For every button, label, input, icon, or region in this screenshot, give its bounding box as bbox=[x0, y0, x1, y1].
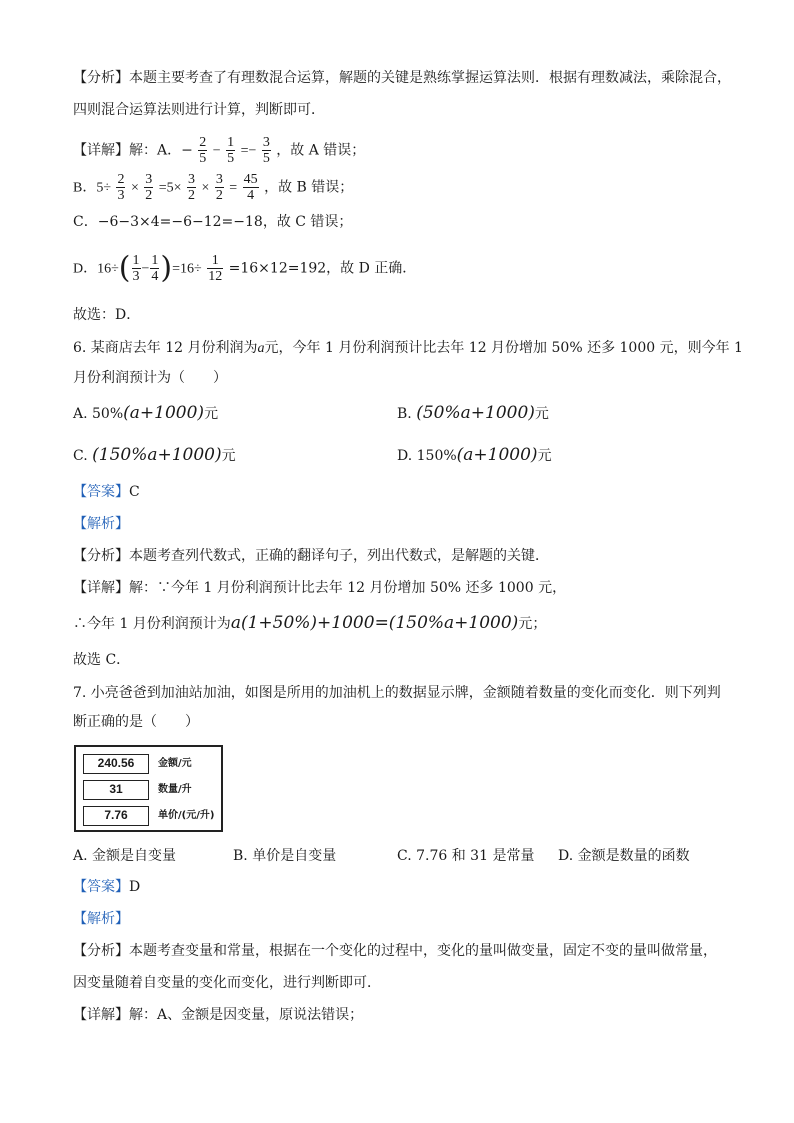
operator: =16÷ bbox=[172, 261, 202, 277]
detail-text: ∴今年 1 月份利润预计为 bbox=[73, 616, 231, 632]
q5-detail-c bbox=[73, 212, 352, 232]
fraction bbox=[262, 135, 271, 166]
analysis-tag: 【分析】 bbox=[73, 943, 129, 959]
denominator: 2 bbox=[188, 188, 195, 203]
explain-tag: 【解析】 bbox=[73, 911, 129, 927]
option-expr: (150%a+1000) bbox=[92, 445, 222, 465]
detail-text: 解：A、金额是因变量，原说法错误； bbox=[129, 1007, 364, 1023]
numerator: 1 bbox=[227, 135, 235, 150]
analysis-text: 本题考查列代数式，正确的翻译句子，列出代数式，是解题的关键． bbox=[129, 548, 549, 564]
option-label: D. 金额是数量的函数 bbox=[558, 848, 690, 864]
q6-detail bbox=[73, 578, 566, 598]
q7-analysis-line-1 bbox=[73, 941, 717, 961]
denominator: 5 bbox=[199, 151, 207, 166]
fraction bbox=[243, 172, 259, 203]
option-label: A. 金额是自变量 bbox=[73, 848, 177, 864]
numerator: 1 bbox=[151, 253, 159, 268]
explain-tag: 【解析】 bbox=[73, 516, 129, 532]
q6-stem-line-2 bbox=[73, 368, 227, 388]
option-label: C. bbox=[73, 448, 93, 464]
analysis-text: 因变量随着自变量的变化而变化，进行判断即可． bbox=[73, 975, 381, 991]
denominator: 5 bbox=[262, 151, 270, 166]
fraction bbox=[198, 135, 207, 166]
denominator: 5 bbox=[227, 151, 235, 166]
q7-detail bbox=[73, 1005, 363, 1025]
q5-analysis-line-1 bbox=[73, 68, 731, 88]
operator: × bbox=[201, 180, 210, 196]
detail-tag: 【详解】 bbox=[73, 1007, 129, 1023]
q6-explain bbox=[73, 514, 129, 534]
operator: =5× bbox=[158, 180, 182, 196]
choice-text: 故选 C． bbox=[73, 652, 131, 668]
right-paren: ) bbox=[160, 250, 173, 286]
q6-analysis bbox=[73, 546, 549, 566]
q7-explain bbox=[73, 909, 129, 929]
fraction bbox=[116, 172, 125, 203]
option-expr: (50%a+1000) bbox=[416, 403, 535, 423]
fuel-display-board bbox=[74, 745, 223, 832]
fraction bbox=[132, 253, 141, 284]
numerator: 3 bbox=[145, 172, 153, 187]
q5-analysis-line-2 bbox=[73, 100, 325, 120]
numerator: 1 bbox=[207, 253, 223, 269]
option-unit: 元 bbox=[204, 406, 219, 422]
denominator: 2 bbox=[145, 188, 153, 203]
answer-value: C bbox=[129, 484, 140, 500]
answer-tag: 【答案】 bbox=[73, 484, 129, 500]
detail-tag: 【详解】 bbox=[73, 142, 129, 159]
expr-text: ，故 B 错误； bbox=[264, 179, 354, 196]
analysis-text: 四则混合运算法则进行计算，判断即可． bbox=[73, 102, 325, 118]
stem-text: 断正确的是（ ） bbox=[73, 714, 199, 730]
numerator: 2 bbox=[117, 172, 125, 187]
denominator: 4 bbox=[247, 188, 255, 203]
stem-text: 7. 小亮爸爸到加油站加油，如图是所用的加油机上的数据显示牌，金额随着数量的变化而变化．则下列判 bbox=[73, 685, 721, 701]
price-label: 单价/(元/升) bbox=[158, 810, 215, 821]
expr-text: ，故 A 错误； bbox=[276, 142, 366, 159]
operator: × bbox=[130, 180, 139, 196]
analysis-tag: 【分析】 bbox=[73, 70, 129, 86]
expr-text: D．16÷ bbox=[73, 261, 119, 277]
option-expr: (a+1000) bbox=[123, 403, 205, 423]
stem-text: 6. 某商店去年 12 月份利润为 bbox=[73, 340, 258, 356]
q7-answer bbox=[73, 877, 140, 897]
q6-choice bbox=[73, 650, 130, 670]
answer-tag: 【答案】 bbox=[73, 879, 129, 895]
operator: =− bbox=[240, 143, 257, 159]
q5-detail-d bbox=[73, 250, 417, 286]
fraction bbox=[215, 172, 224, 203]
option-label: B. 单价是自变量 bbox=[233, 848, 337, 864]
q7-option-d bbox=[558, 846, 690, 866]
numerator: 3 bbox=[215, 172, 223, 187]
quantity-display: 31 bbox=[83, 780, 149, 800]
fraction bbox=[144, 172, 153, 203]
q6-option-c bbox=[73, 445, 236, 466]
q6-option-b bbox=[397, 403, 549, 424]
q7-option-c bbox=[397, 846, 534, 866]
denominator: 3 bbox=[132, 269, 140, 284]
option-unit: 元 bbox=[537, 448, 552, 464]
analysis-text: 本题主要考查了有理数混合运算，解题的关键是熟练掌握运算法则．根据有理数减法，乘除混合， bbox=[129, 70, 731, 86]
q7-stem-line-2 bbox=[73, 712, 199, 732]
amount-label: 金额/元 bbox=[158, 758, 192, 769]
q6-option-d bbox=[397, 445, 552, 466]
numerator: 1 bbox=[132, 253, 140, 268]
option-label: C. 7.76 和 31 是常量 bbox=[397, 848, 535, 864]
q7-analysis-line-2 bbox=[73, 973, 381, 993]
q6-stem-line-1 bbox=[73, 338, 743, 359]
operator: = bbox=[229, 180, 238, 196]
denominator: 2 bbox=[215, 188, 223, 203]
numerator: 2 bbox=[199, 135, 207, 150]
q6-answer bbox=[73, 482, 140, 502]
denominator: 4 bbox=[151, 269, 159, 284]
answer-value: D bbox=[129, 879, 141, 895]
operator: − bbox=[141, 261, 150, 277]
stem-text: 元，今年 1 月份利润预计比去年 12 月份增加 50% 还多 1000 元，则今年 1 bbox=[264, 340, 743, 356]
fraction bbox=[187, 172, 196, 203]
quantity-label: 数量/升 bbox=[158, 784, 192, 795]
numerator: 3 bbox=[188, 172, 195, 187]
detail-expr: a(1+50%)+1000=(150%a+1000) bbox=[230, 613, 519, 633]
amount-display: 240.56 bbox=[83, 754, 149, 774]
fraction bbox=[207, 253, 223, 284]
fraction bbox=[150, 253, 159, 284]
q6-therefore bbox=[73, 613, 546, 634]
option-label: B. bbox=[397, 406, 417, 422]
option-unit: 元 bbox=[221, 448, 236, 464]
choice-text: 故选：D． bbox=[73, 307, 141, 323]
option-label: D. 150% bbox=[397, 448, 457, 464]
left-paren: ( bbox=[118, 250, 131, 286]
analysis-tag: 【分析】 bbox=[73, 548, 129, 564]
denominator: 12 bbox=[208, 269, 223, 284]
q5-detail-b bbox=[73, 172, 353, 203]
detail-tag: 【详解】 bbox=[73, 580, 129, 596]
operator: − bbox=[212, 143, 221, 159]
q5-choice bbox=[73, 305, 140, 325]
q6-option-a bbox=[73, 403, 218, 424]
fraction bbox=[226, 135, 235, 166]
expr-text: 解：A．− bbox=[129, 142, 193, 159]
denominator: 3 bbox=[117, 188, 125, 203]
option-label: A. 50% bbox=[73, 406, 124, 422]
detail-text: 解：∵今年 1 月份利润预计比去年 12 月份增加 50% 还多 1000 元， bbox=[129, 580, 567, 596]
expr-text: C．−6−3×4=−6−12=−18，故 C 错误； bbox=[73, 214, 353, 230]
q5-detail-a bbox=[73, 135, 365, 166]
expr-text: =16×12=192，故 D 正确． bbox=[228, 260, 417, 277]
variable: a bbox=[257, 341, 265, 356]
numerator: 3 bbox=[262, 135, 270, 150]
option-unit: 元 bbox=[534, 406, 549, 422]
q7-option-b bbox=[233, 846, 336, 866]
stem-text: 月份利润预计为（ ） bbox=[73, 370, 227, 386]
q7-option-a bbox=[73, 846, 176, 866]
expr-text: B．5÷ bbox=[73, 180, 112, 196]
analysis-text: 本题考查变量和常量，根据在一个变化的过程中，变化的量叫做变量，固定不变的量叫做常量， bbox=[129, 943, 717, 959]
option-expr: (a+1000) bbox=[456, 445, 538, 465]
detail-text: 元； bbox=[518, 616, 547, 632]
price-display: 7.76 bbox=[83, 806, 149, 826]
numerator: 45 bbox=[243, 172, 258, 187]
q7-stem-line-1 bbox=[73, 683, 721, 703]
